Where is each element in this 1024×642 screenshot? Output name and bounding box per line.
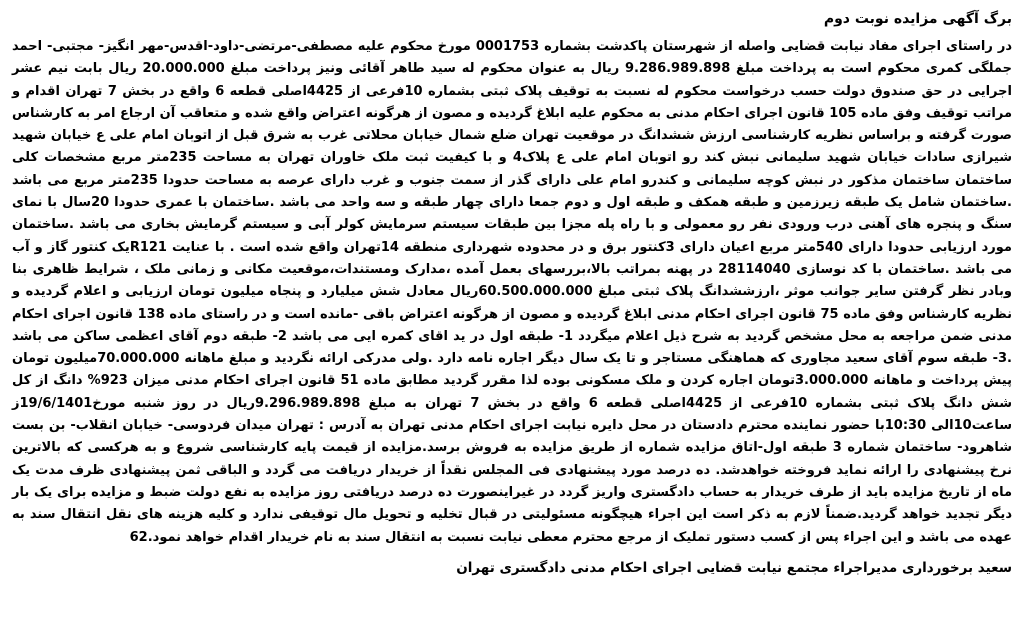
notice-body: در راستای اجرای مفاد نیابت قضایی واصله از شهرستان پاکدشت بشماره 0001753 مورخ محکوم علیه مصطفی-مرتضی-داود-اقدس-مهر انگیز- مجتبی- احمد جملگی کمری محکوم است به پرداخت مبلغ 9.286.989.898 ریال به عنوان محکوم له سید طاهر آقائی ونیز پرداخت مبلغ 20.000.000 ریال بابت نیم عشر اجرایی در حق صندوق دولت حسب درخواست محکوم له نسبت به توقیف پلاک ثبتی بشماره 10فرعی از 4425اصلی قطعه 6 واقع در بخش 7 تهران اقدام و مراتب توقیف وفق ماده 105 قانون اجرای احکام مدنی به محکوم علیه ابلاغ گردیده و مصون از هرگونه اعتراض واقع شده و متعاقب آن ارجاع امر به کارشناس صورت گرفته و براساس نظریه کارشناسی ارزش ششدانگ در موقعیت تهران ضلع شمال خیابان محلاتی غرب به شرق قبل از اتوبان امام علی ع خیابان شهید شیرازی سادات خیابان شهید سلیمانی نبش کند رو اتوبان امام علی ع پلاک4 و با کیفیت ثبت ملک خاوران تهران به مساحت 235متر مربع مشخصات کلی ساختمان ساختمان مذکور در نبش کوچه سلیمانی و کندرو امام علی دارای گذر از سمت جنوب و غرب دارای عرصه به مساحت حدودا 235متر مربع می باشد .ساختمان شامل یک طبقه زیرزمین و طبقه همکف و طبقه اول و دوم جمعا دارای چهار طبقه و سه واحد می باشد .ساختمان با عمری حدودا 20سال با نمای سنگ و پنجره های آهنی درب ورودی نفر رو معمولی و با راه پله مجزا بین طبقات سیستم سرمایش کولر آبی و سیستم گرمایش بخاری می باشد .ساختمان مورد ارزیابی حدودا دارای 540متر مربع اعیان دارای 3کنتور برق و در محدوده شهرداری منطقه 14تهران واقع شده است . با عنایت R121یک کنتور گاز و آب می باشد .ساختمان با کد نوسازی 28114040 در پهنه بمراتب بالا،بررسهای بعمل آمده ،مدارک ومستندات،موقعیت مکانی و زمانی ملک ، شرایط ظاهری بنا وبادر نظر گرفتن سایر جوانب موثر ،ارزششدانگ پلاک ثبتی مبلغ 60.500.000.000ریال معادل شش میلیارد و پنجاه میلیون تومان ارزیابی و اعلام گردیده و نظریه کارشناس وفق ماده 75 قانون اجرای احکام مدنی ابلاغ گردیده و مصون از هرگونه اعتراض باقی -مانده است و در راستای ماده 138 قانون اجرای احکام مدنی ضمن مراجعه به محل مشخص گردید به شرح ذیل اعلام میگردد 1- طبقه اول در ید اقای کمره ایی می باشد 2- طبقه دوم آقای اعظمی ساکن می باشد .3- طبقه سوم آقای سعید مجاوری که هماهنگی مستاجر و تا یک سال دیگر اجاره نامه دارد .ولی مدرکی ارائه نگردید و مبلغ ماهانه 70.000.000میلیون تومان پیش پرداخت و ماهانه 3.000.000تومان اجاره کردن و ملک مسکونی بوده لذا مقرر گردید مطابق ماده 51 قانون اجرای احکام مدنی میزان 923% دانگ از کل شش دانگ پلاک ثبتی بشماره 10فرعی از 4425اصلی قطعه 6 واقع در بخش 7 تهران به مبلغ 9.296.989.898ریال در روز شنبه مورخ19/6/1401ز ساعت10الی 10:30با حضور نماینده محترم دادستان در محل دایره نیابت اجرای احکام مدنی تهران به آدرس : تهران میدان فردوسی- خیابان انقلاب- بن بست شاهرود- ساختمان شماره 3 طبقه اول-اتاق مزایده شماره از طریق مزایده به فروش برسد.مزایده از قیمت پایه کارشناسی شروع و به هرکسی که بالاترین نرخ پیشنهادی را ارائه نماید فروخته خواهدشد. ده درصد مورد پیشنهادی فی المجلس نقداً از خریدار دریافت می گردد و الباقی ثمن پیشنهادی ظرف مدت یک ماه از تاریخ مزایده باید از طرف خریدار به حساب دادگستری واریز گردد در غیراینصورت ده درصد دریافتی روز مزایده به نفع دولت ضبط و مزایده برای یک بار دیگر تجدید خواهد گردید.ضمناً لازم به ذکر است این اجراء هیچگونه مسئولیتی در قبال تخلیه و تحویل مال توقیفی ندارد و کلیه هزینه های نقل انتقال سند به عهده می باشد و این اجراء پس از کسب دستور تملیک از مرجع محترم معطی نیابت نسبت به انتقال سند به نام خریدار اقدام خواهد نمود.62 xyxy=(12,39,1013,545)
notice-title: برگ آگهی مزایده نوبت دوم xyxy=(823,11,1012,27)
notice-signature: سعید برخورداری مدیراجراء مجتمع نیابت قضایی اجرای احکام مدنی دادگستری تهران xyxy=(456,559,1012,576)
